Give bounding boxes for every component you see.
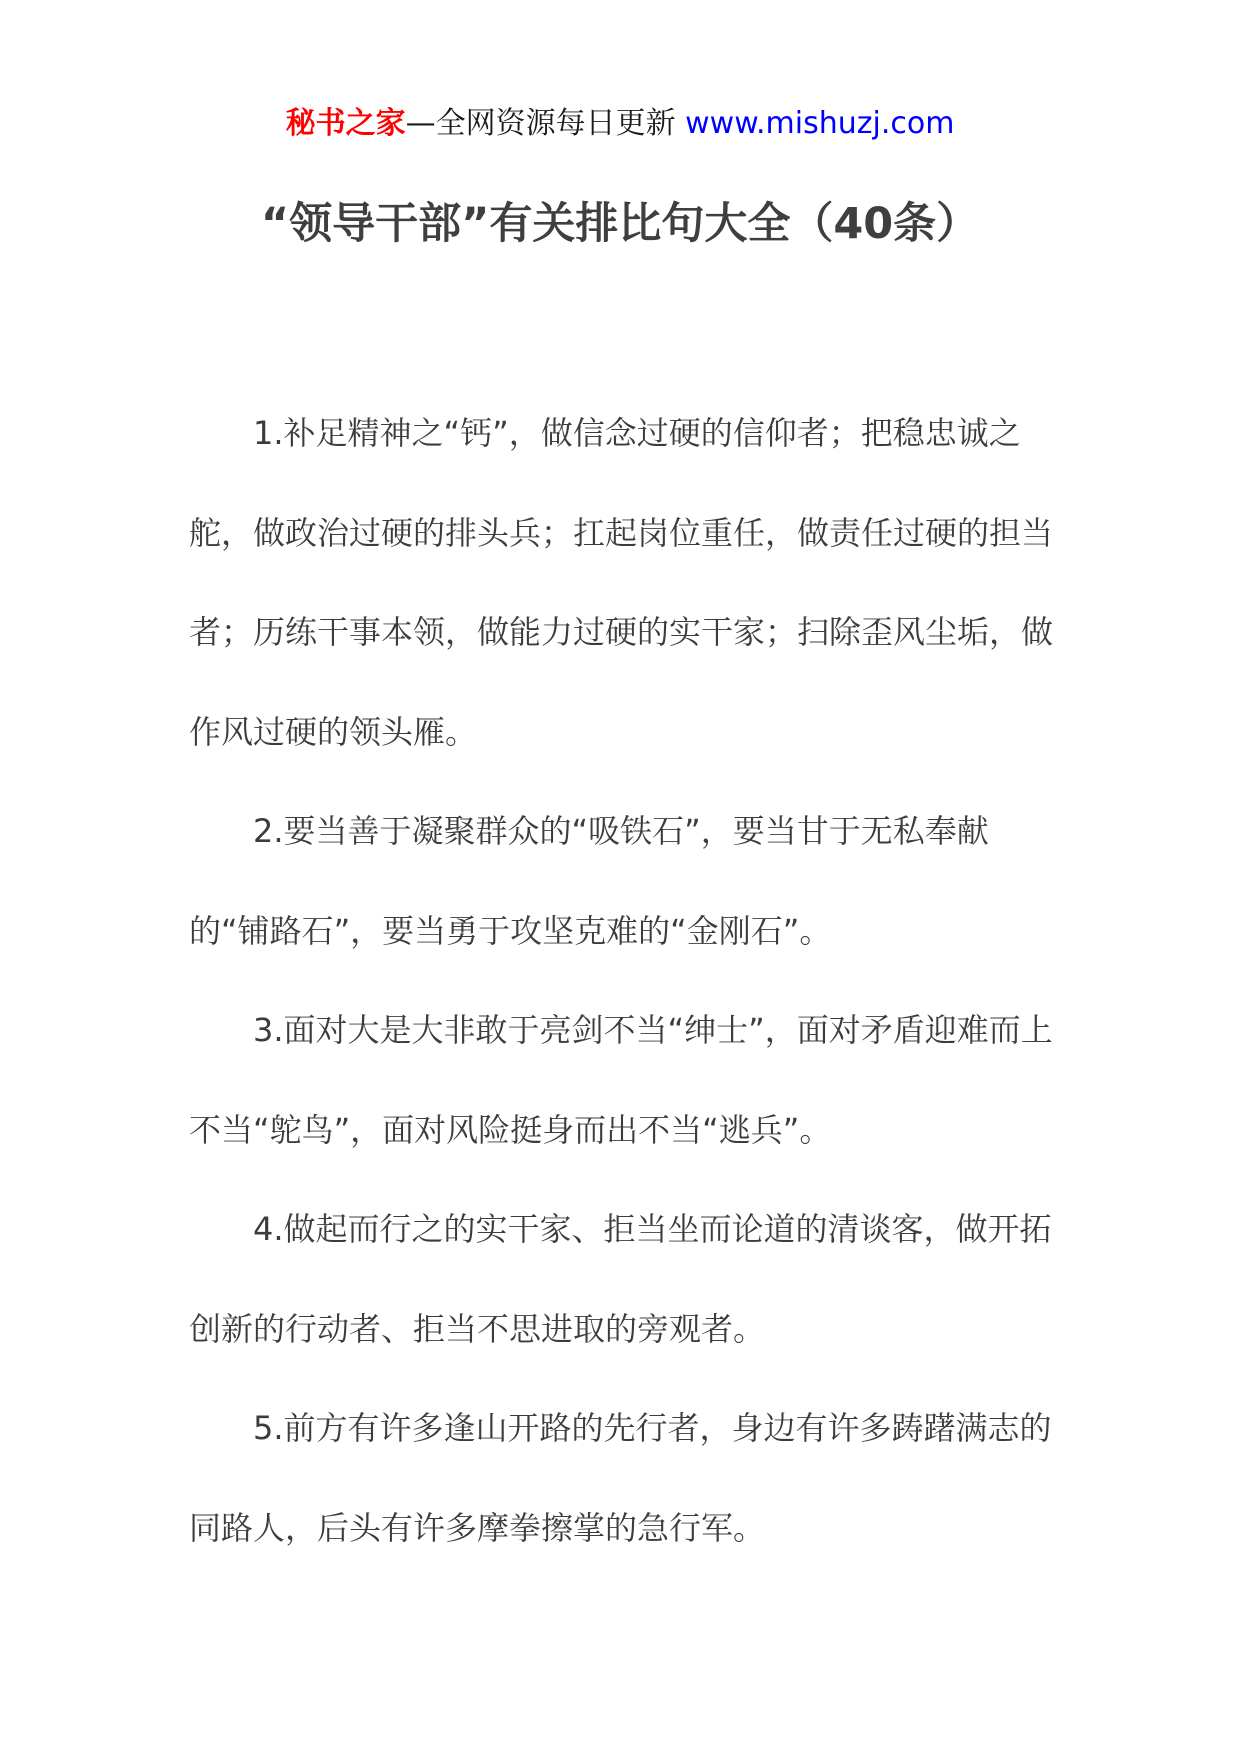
site-url-link[interactable]: www.mishuzj.com: [685, 106, 955, 141]
document-title: “领导干部”有关排比句大全（40条）: [260, 199, 980, 249]
site-tagline: —全网资源每日更新: [405, 106, 686, 141]
site-header: [0, 100, 1240, 148]
document-body: [189, 384, 1057, 1578]
paragraph-3: 3.面对大是大非敢于亮剑不当“绅士”，面对矛盾迎难而上不当“鸵鸟”，面对风险挺身而出不当“逃兵”。: [189, 1011, 1053, 1149]
paragraph-4: 4.做起而行之的实干家、拒当坐而论道的清谈客，做开拓创新的行动者、拒当不思进取的旁观者。: [189, 1210, 1052, 1348]
site-brand: 秘书之家: [285, 106, 406, 141]
paragraph-5: 5.前方有许多逢山开路的先行者，身边有许多踌躇满志的同路人，后头有许多摩拳擦掌的急行军。: [189, 1409, 1052, 1547]
paragraph-2: 2.要当善于凝聚群众的“吸铁石”，要当甘于无私奉献的“铺路石”，要当勇于攻坚克难的“金刚石”。: [189, 812, 989, 950]
paragraph-1: 1.补足精神之“钙”，做信念过硬的信仰者；把稳忠诚之舵，做政治过硬的排头兵；扛起岗位重任，做责任过硬的担当者；历练干事本领，做能力过硬的实干家；扫除歪风尘垢，做作风过硬的领头雁。: [189, 414, 1054, 751]
